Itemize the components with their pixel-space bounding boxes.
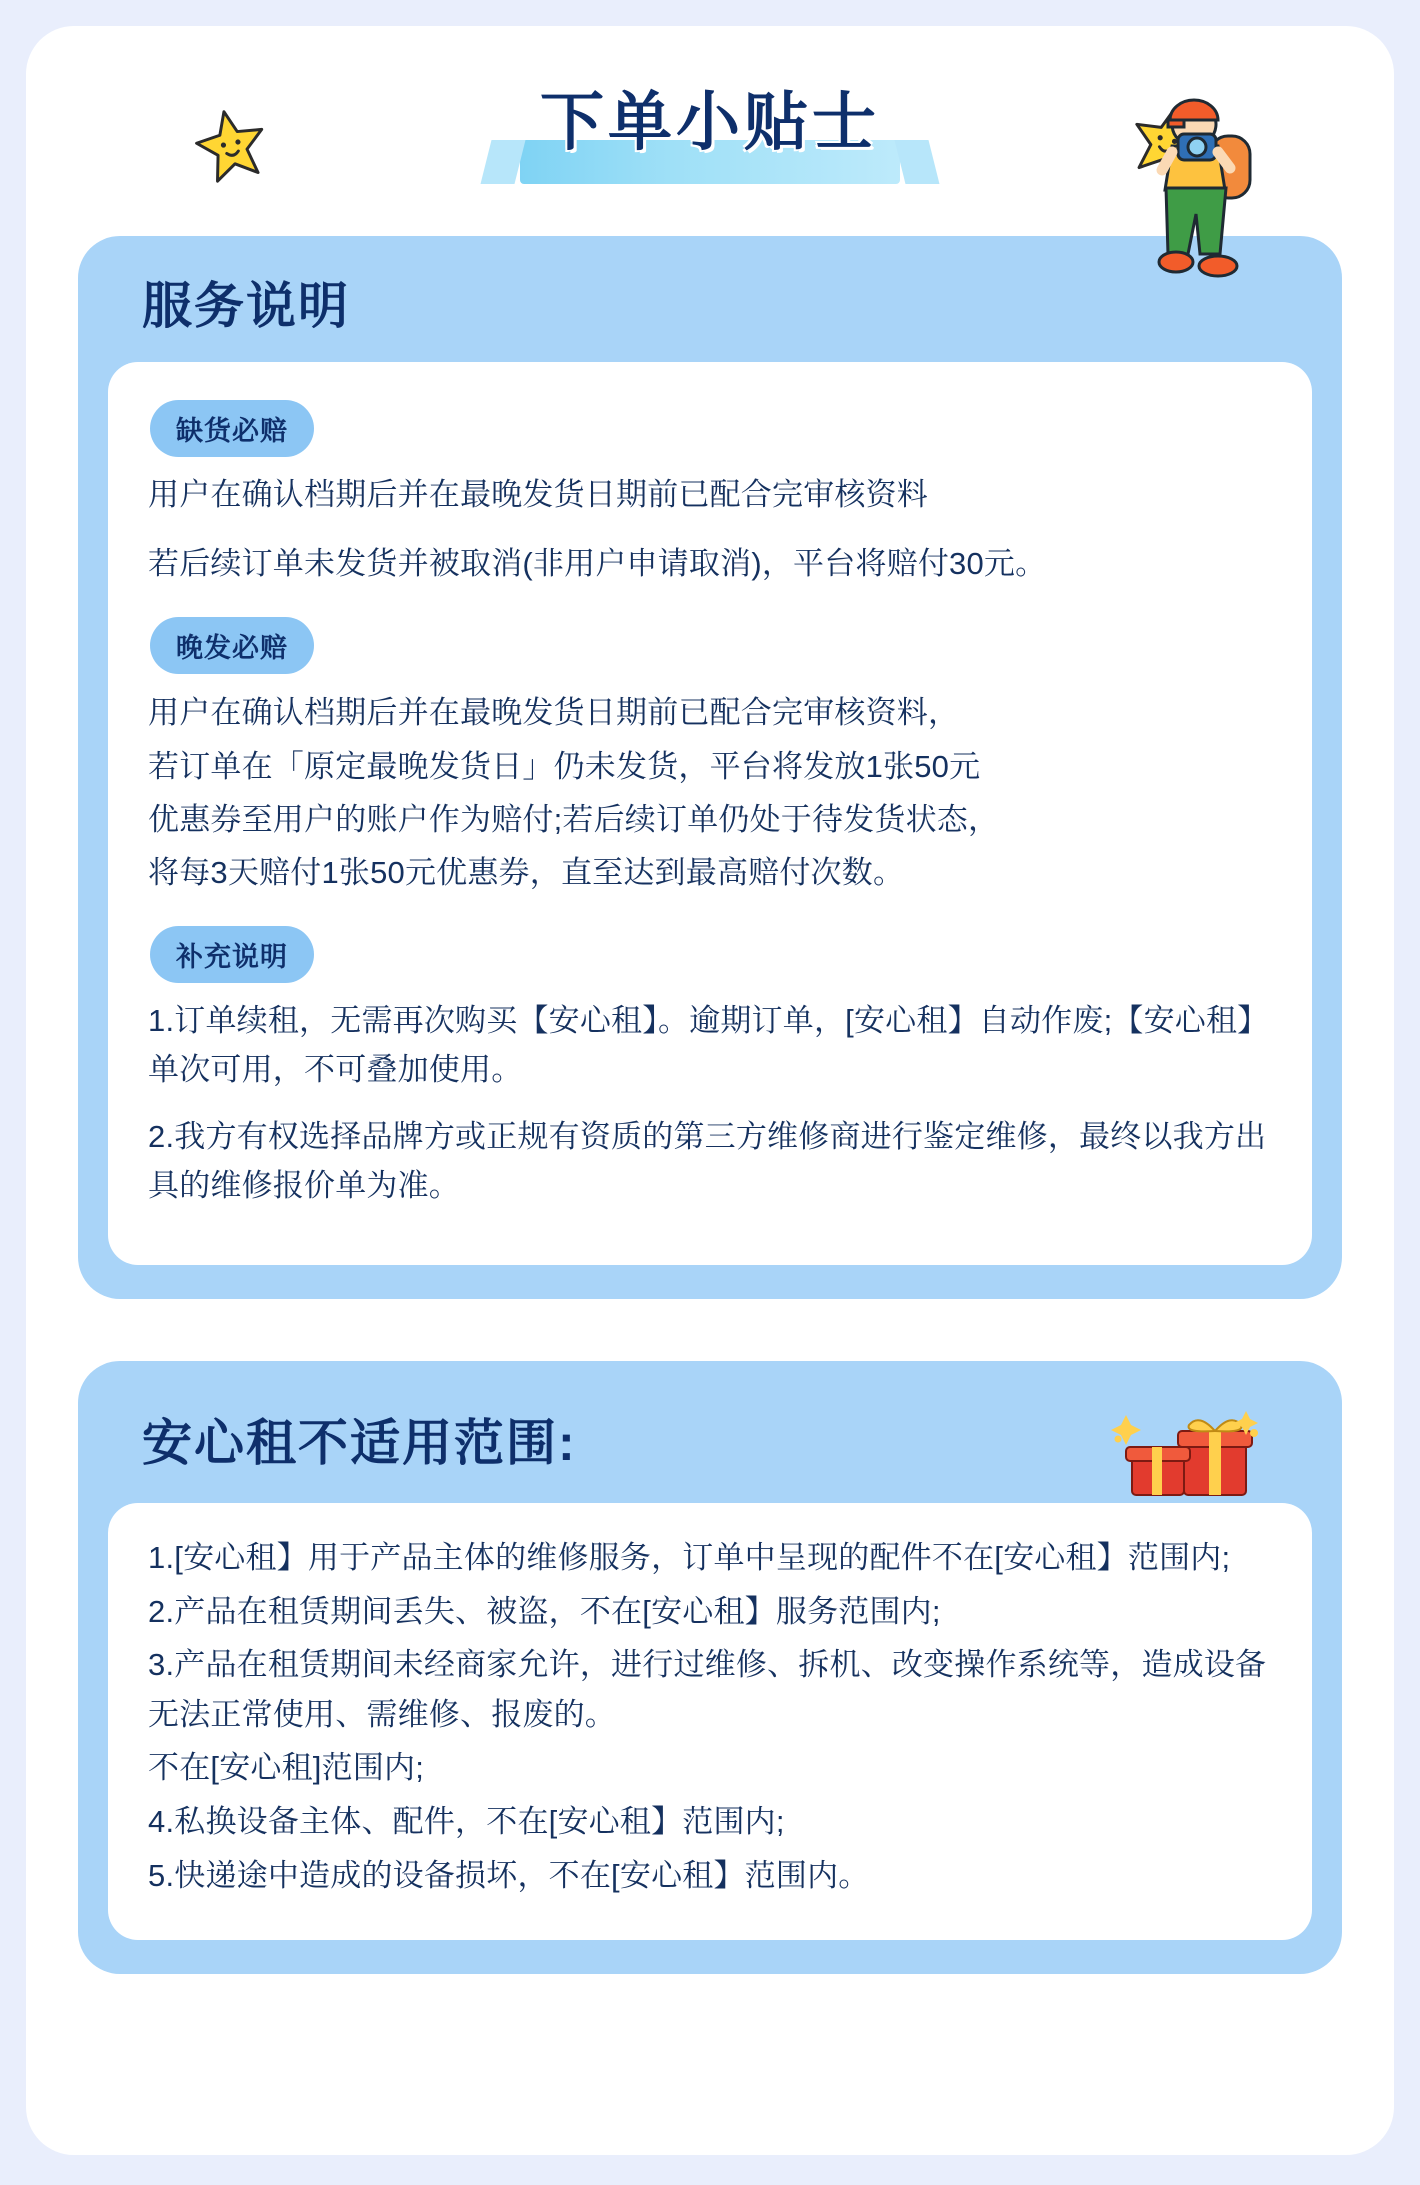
scope-card <box>78 1361 1342 1974</box>
list-item: 4.私换设备主体、配件，不在[安心租】范围内; <box>148 1803 785 1839</box>
service-text-line: 若订单在「原定最晚发货日」仍未发货，平台将发放1张50元 <box>148 748 981 784</box>
poster-sheet <box>26 26 1394 2155</box>
service-card <box>78 236 1342 1299</box>
list-item: 5.快递途中造成的设备损坏，不在[安心租】范围内。 <box>148 1857 870 1893</box>
badge-late-shipment: 晚发必赔 <box>150 617 314 674</box>
service-text-line: 用户在确认档期后并在最晚发货日期前已配合完审核资料 <box>148 477 928 512</box>
service-text-line: 将每3天赔付1张50元优惠券，直至达到最高赔付次数。 <box>148 855 905 890</box>
title-banner <box>520 84 900 161</box>
list-item: 3.产品在租赁期间未经商家允许，进行过维修、拆机、改变操作系统等，造成设备无法正常使用、需维修、报废的。 <box>148 1647 1267 1732</box>
service-card-title: 服务说明 <box>142 278 350 334</box>
scope-card-body <box>108 1503 1312 1940</box>
badge-additional-notes: 补充说明 <box>150 926 314 983</box>
traveler-with-camera-icon <box>1122 76 1272 306</box>
badge-out-of-stock: 缺货必赔 <box>150 400 314 457</box>
page-title: 下单小贴士 <box>540 86 880 158</box>
list-item: 不在[安心租]范围内; <box>148 1750 425 1786</box>
service-text-line: 用户在确认档期后并在最晚发货日期前已配合完审核资料， <box>148 695 960 731</box>
gift-box-icon <box>1098 1387 1268 1507</box>
service-text-line: 若后续订单未发货并被取消(非用户申请取消)，平台将赔付30元。 <box>148 546 1047 582</box>
list-item: 1.[安心租】用于产品主体的维修服务，订单中呈现的配件不在[安心租】范围内; <box>148 1539 1231 1575</box>
service-card-body <box>108 362 1312 1265</box>
scope-card-title: 安心租不适用范围: <box>142 1414 577 1471</box>
service-paragraph: 2.我方有权选择品牌方或正规有资质的第三方维修商进行鉴定维修，最终以我方出具的维修报价单为准。 <box>148 1119 1267 1204</box>
list-item: 2.产品在租赁期间丢失、被盗，不在[安心租】服务范围内; <box>148 1593 941 1629</box>
service-paragraph: 1.订单续租，无需再次购买【安心租】。逾期订单，[安心租】自动作废;【安心租】单次可用，不可叠加使用。 <box>148 1003 1269 1088</box>
service-text-line: 优惠券至用户的账户作为赔付;若后续订单仍处于待发货状态， <box>148 802 1000 838</box>
